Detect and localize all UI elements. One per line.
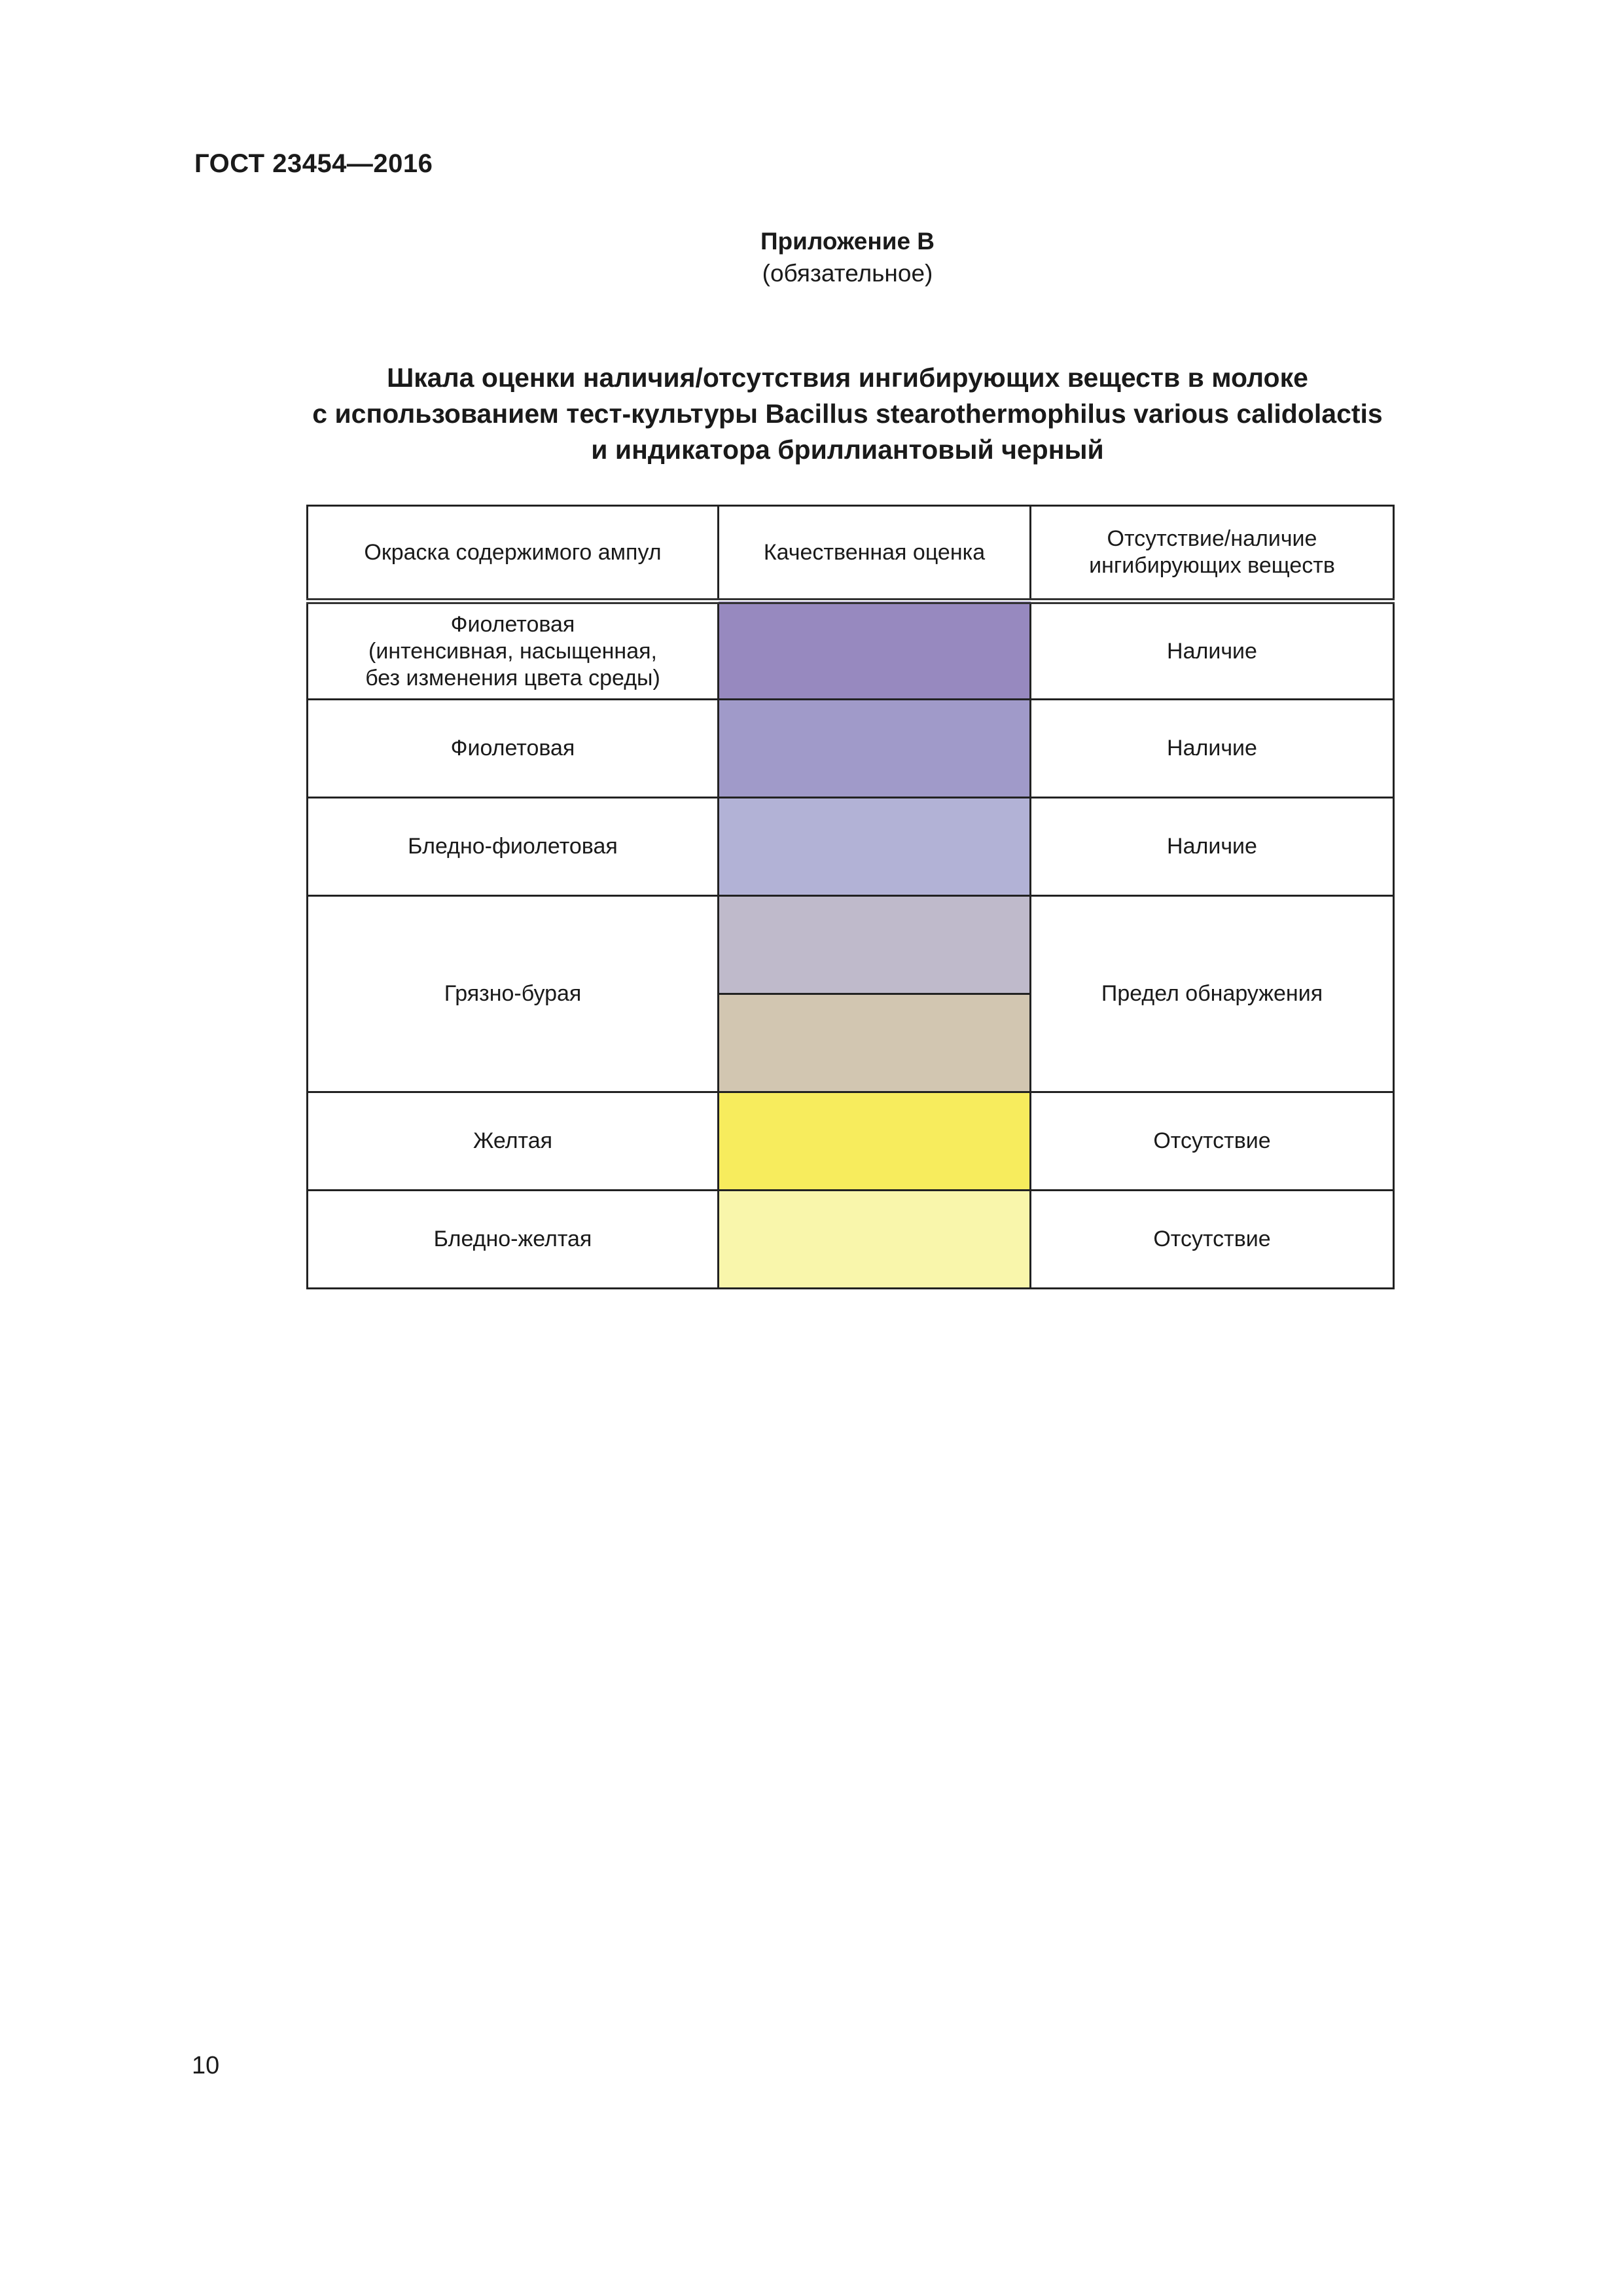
color-swatch xyxy=(719,1191,1031,1289)
color-swatch xyxy=(719,1092,1031,1191)
header-inhibitor-presence: Отсутствие/наличие ингибирующих веществ xyxy=(1031,506,1394,601)
result-cell: Наличие xyxy=(1031,601,1394,700)
table-title-line-3: и индикатора бриллиантовый черный xyxy=(591,435,1104,465)
color-swatch xyxy=(719,601,1031,700)
document-code: ГОСТ 23454—2016 xyxy=(194,149,433,178)
table-row xyxy=(308,1191,1394,1289)
color-scale-table xyxy=(306,505,1395,1289)
result-cell: Наличие xyxy=(1031,798,1394,896)
result-cell: Отсутствие xyxy=(1031,1092,1394,1191)
color-name-cell: Бледно-желтая xyxy=(308,1191,719,1289)
table-header-row xyxy=(308,506,1394,601)
result-cell: Наличие xyxy=(1031,700,1394,798)
page-number: 10 xyxy=(192,2052,220,2079)
result-cell: Отсутствие xyxy=(1031,1191,1394,1289)
appendix-heading xyxy=(0,225,1623,289)
color-swatch xyxy=(719,896,1031,994)
color-name-cell: Желтая xyxy=(308,1092,719,1191)
color-name-cell: Бледно-фиолетовая xyxy=(308,798,719,896)
color-swatch xyxy=(719,994,1031,1092)
color-name-cell: Фиолетовая xyxy=(308,700,719,798)
appendix-status: (обязательное) xyxy=(762,260,933,287)
header-qualitative-assessment: Качественная оценка xyxy=(719,506,1031,601)
table-row xyxy=(308,798,1394,896)
color-name-cell xyxy=(308,601,719,700)
table-row xyxy=(308,896,1394,994)
color-swatch xyxy=(719,798,1031,896)
table-title-line-2: с использованием тест-культуры Bacillus stearothermophilus various calidolactis xyxy=(312,399,1383,429)
table-title-line-1: Шкала оценки наличия/отсутствия ингибирующих веществ в молоке xyxy=(387,363,1308,393)
appendix-title: Приложение В xyxy=(760,228,935,255)
table-row xyxy=(308,700,1394,798)
table-row xyxy=(308,1092,1394,1191)
color-name-line: Фиолетовая xyxy=(450,611,575,637)
color-swatch xyxy=(719,700,1031,798)
color-name-line: без изменения цвета среды) xyxy=(365,665,660,691)
result-cell: Предел обнаружения xyxy=(1031,896,1394,1092)
color-name-cell: Грязно-бурая xyxy=(308,896,719,1092)
table-title xyxy=(0,360,1623,468)
color-name-line: (интенсивная, насыщенная, xyxy=(368,638,657,664)
header-ampoule-color: Окраска содержимого ампул xyxy=(308,506,719,601)
table-row xyxy=(308,601,1394,700)
